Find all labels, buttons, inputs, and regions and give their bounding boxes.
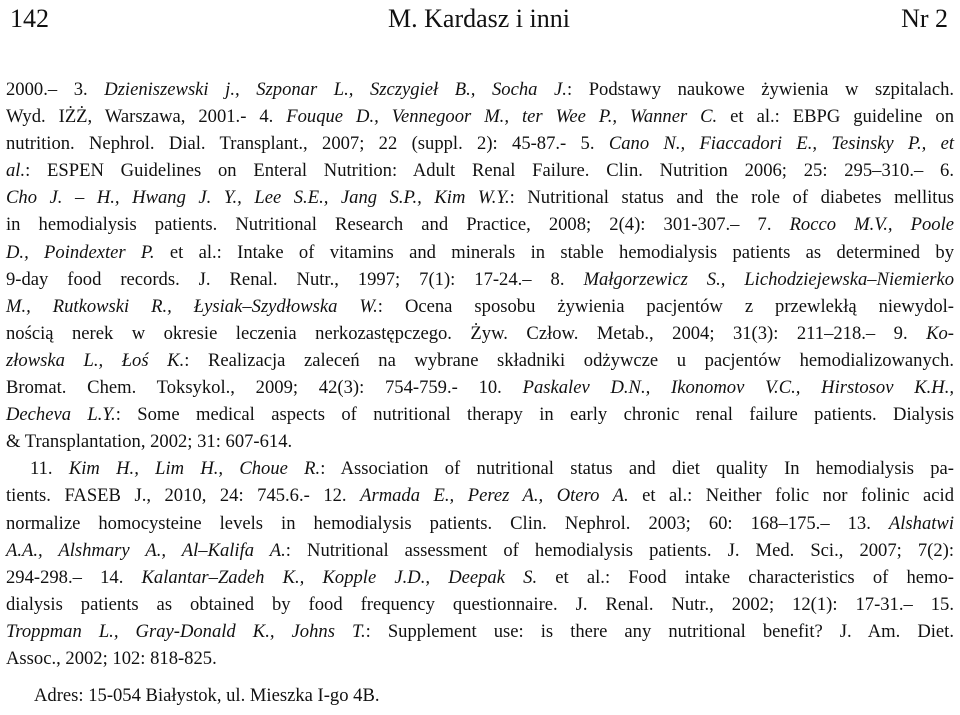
reference-text: Bromat. Chem. Toksykol., 2009; 42(3): 754-759.- 10. [6,377,523,399]
reference-authors: Cano N., Fiaccadori E., Tesinsky P., et [608,133,954,155]
reference-line [6,103,954,130]
reference-line [6,293,954,320]
page-number: 142 [10,4,49,33]
running-title: M. Kardasz i inni [388,4,570,33]
reference-text: 2000.– 3. [6,79,105,100]
reference-line [6,211,954,238]
reference-line [6,591,954,618]
reference-authors: Decheva L.Y. [6,404,116,426]
reference-authors: Cho J. – H., Hwang J. Y., Lee S.E., Jang S.P., Kim W.Y. [6,187,510,209]
reference-authors: A.A., Alshmary A., Al–Kalifa A. [6,539,286,561]
reference-line [6,645,954,672]
reference-line [6,157,954,184]
reference-text: : Podstawy naukowe żywienia w szpitalach. [566,79,955,100]
reference-text: 11. [30,458,69,480]
reference-line [6,184,954,211]
reference-text: Wyd. IŻŻ, Warszawa, 2001.- 4. [6,106,287,128]
reference-authors: złowska L., Łoś K. [6,349,185,371]
reference-authors: Małgorzewicz S., Lichodziejewska–Niemierko [583,268,954,290]
reference-line [6,374,954,401]
reference-line [6,482,954,509]
reference-authors: Alshatwi [888,512,954,534]
reference-text: : Ocena sposobu żywienia pacjentów z przewlekłą niewydol- [377,295,954,317]
reference-authors: Kalantar–Zadeh K., Kopple J.D., Deepak S. [141,566,538,588]
reference-line [6,537,954,564]
reference-text: normalize homocysteine levels in hemodialysis patients. Clin. Nephrol. 2003; 60: 168–175.– 13. [6,512,889,534]
reference-line [6,618,954,645]
reference-text: : Some medical aspects of nutritional therapy in early chronic renal failure patients. Dialysis [115,404,955,426]
reference-authors: Kim H., Lim H., Choue R. [68,458,321,480]
reference-authors: Paskalev D.N., Ikonomov V.C., Hirstosov K.H., [522,377,955,399]
reference-text: : Supplement use: is there any nutritional benefit? J. Am. Diet. [365,620,954,642]
reference-line [6,428,954,455]
reference-text: tients. FASEB J., 2010, 24: 745.6.- 12. [6,485,361,507]
reference-text: & Transplantation, 2002; 31: 607-614. [6,431,293,453]
reference-line [6,320,954,347]
reference-line [6,455,954,482]
author-address: Adres: 15-054 Białystok, ul. Mieszka I-go 4B. [34,685,380,706]
reference-line [6,510,954,537]
reference-text: Assoc., 2002; 102: 818-825. [6,647,217,669]
reference-text: et al.: Intake of vitamins and minerals in stable hemodialysis patients as determined by [154,241,954,263]
reference-list [6,76,954,672]
issue-number: Nr 2 [901,4,948,33]
reference-text: et al.: Neither folic nor folinic acid [628,485,954,507]
reference-line [6,130,954,157]
reference-text: : Realizacja zaleceń na wybrane składniki odżywcze u pacjentów hemodializowanych. [184,349,954,371]
reference-text: nutrition. Nephrol. Dial. Transplant., 2007; 22 (suppl. 2): 45-87.- 5. [6,133,609,155]
reference-text: et al.: EBPG guideline on [717,106,954,128]
reference-text: et al.: Food intake characteristics of hemo- [537,566,954,588]
reference-text: : Nutritional status and the role of diabetes mellitus [509,187,954,209]
reference-authors: M., Rutkowski R., Łysiak–Szydłowska W. [6,295,378,317]
reference-authors: Ko- [926,322,954,344]
reference-authors: Rocco M.V., Poole [789,214,954,236]
reference-text: nością nerek w okresie leczenia nerkozastępczego. Żyw. Człow. Metab., 2004; 31(3): 211–218.– 9. [6,322,927,344]
reference-text: dialysis patients as obtained by food frequency questionnaire. J. Renal. Nutr., 2002; 12(1): 17-31.– 15. [6,593,954,615]
reference-authors: Troppman L., Gray-Donald K., Johns T. [6,620,366,642]
reference-text: : Association of nutritional status and diet quality In hemodialysis pa- [320,458,954,480]
reference-line [6,564,954,591]
reference-line [6,76,954,103]
reference-authors: Dzieniszewski j., Szponar L., Szczygieł B., Socha J. [104,79,567,100]
reference-text: in hemodialysis patients. Nutritional Research and Practice, 2008; 2(4): 301-307.– 7. [6,214,790,236]
reference-authors: D., Poindexter P. [6,241,155,263]
reference-line [6,347,954,374]
reference-line [6,401,954,428]
reference-text: 9-day food records. J. Renal. Nutr., 1997; 7(1): 17-24.– 8. [6,268,584,290]
reference-line [6,266,954,293]
reference-text: : Nutritional assessment of hemodialysis patients. J. Med. Sci., 2007; 7(2): [285,539,955,561]
reference-text: : ESPEN Guidelines on Enteral Nutrition: Adult Renal Failure. Clin. Nutrition 2006; 25: 295–310.– 6. [25,160,954,182]
reference-text: 294-298.– 14. [6,566,142,588]
reference-authors: Fouque D., Vennegoor M., ter Wee P., Wanner C. [286,106,718,128]
reference-line [6,239,954,266]
reference-authors: Armada E., Perez A., Otero A. [360,485,629,507]
reference-authors: al. [6,160,26,182]
page-header [10,4,948,34]
